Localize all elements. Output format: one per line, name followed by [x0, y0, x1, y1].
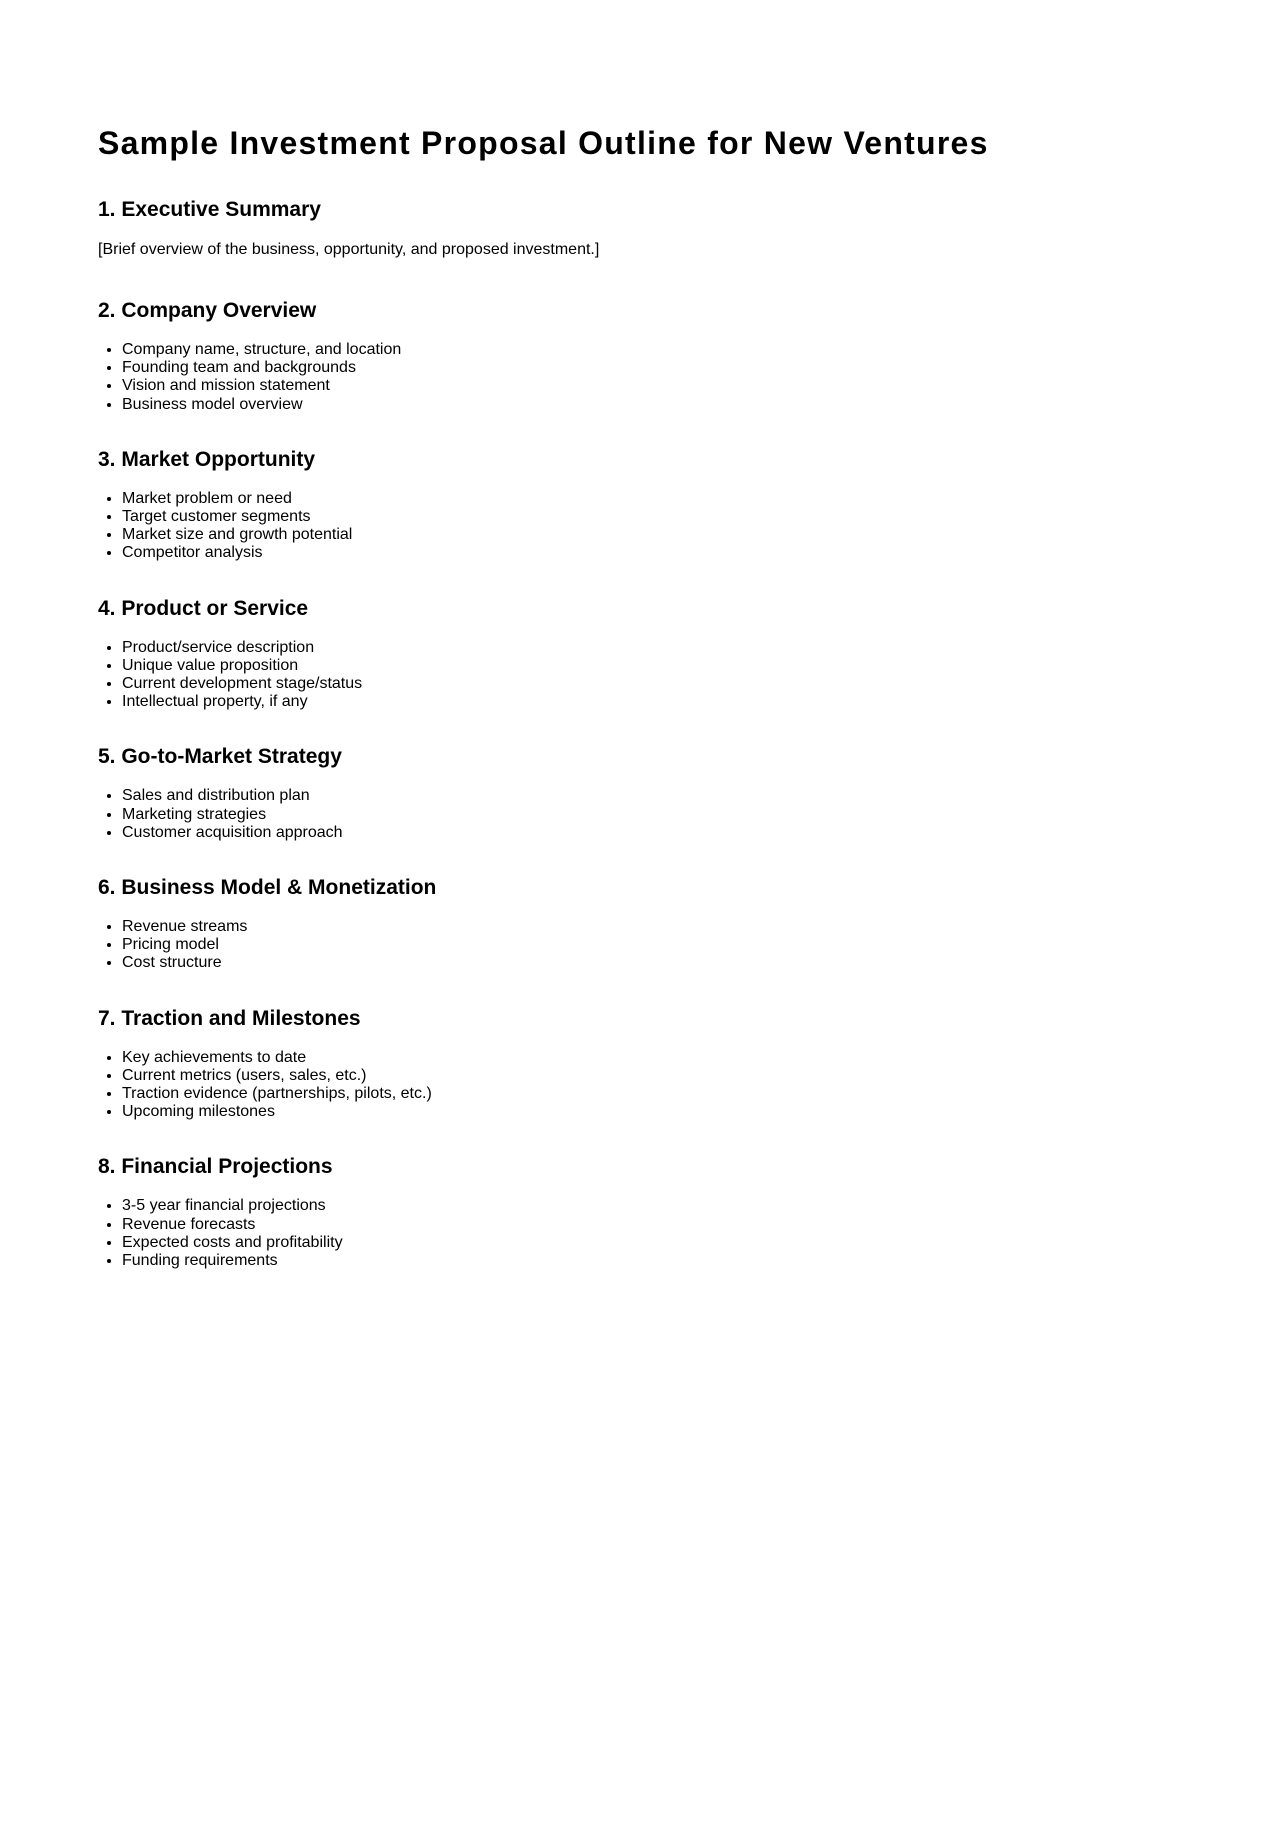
section-market-opportunity	[98, 448, 1263, 563]
list-item: • Cost structure	[122, 954, 1263, 972]
list-item: • Market problem or need	[122, 490, 1263, 508]
list-item: • Founding team and backgrounds	[122, 359, 1263, 377]
section-go-to-market-strategy	[98, 745, 1263, 842]
section-heading: 4. Product or Service	[98, 596, 309, 620]
bullet-list	[98, 918, 1263, 973]
list-item: • Customer acquisition approach	[122, 824, 1263, 842]
section-heading: 6. Business Model & Monetization	[98, 876, 437, 900]
section-heading: 7. Traction and Milestones	[98, 1006, 361, 1030]
bullet-list	[98, 490, 1263, 563]
list-item: • Business model overview	[122, 396, 1263, 414]
list-item: • Sales and distribution plan	[122, 787, 1263, 805]
list-item: • Vision and mission statement	[122, 377, 1263, 395]
list-item: • Unique value proposition	[122, 657, 1263, 675]
list-item: • Pricing model	[122, 936, 1263, 954]
list-item: • Traction evidence (partnerships, pilots, etc.)	[122, 1085, 1263, 1103]
bullet-list	[98, 1049, 1263, 1122]
bullet-list	[98, 341, 1263, 414]
section-product-or-service	[98, 597, 1263, 712]
list-item: • Current development stage/status	[122, 675, 1263, 693]
list-item: • Funding requirements	[122, 1252, 1263, 1270]
section-heading: 3. Market Opportunity	[98, 447, 316, 471]
section-traction-and-milestones	[98, 1007, 1263, 1122]
list-item: • Current metrics (users, sales, etc.)	[122, 1067, 1263, 1085]
section-heading: 2. Company Overview	[98, 299, 317, 322]
list-item: • Expected costs and profitability	[122, 1234, 1263, 1252]
document-title: Sample Investment Proposal Outline for New Ventures	[98, 125, 989, 161]
list-item: • 3-5 year financial projections	[122, 1197, 1263, 1215]
section-paragraph: [Brief overview of the business, opportunity, and proposed investment.]	[98, 241, 600, 258]
section-business-model	[98, 876, 1263, 973]
section-company-overview	[98, 299, 1263, 414]
list-item: • Marketing strategies	[122, 806, 1263, 824]
section-heading: 8. Financial Projections	[98, 1155, 333, 1179]
list-item: • Company name, structure, and location	[122, 341, 1263, 359]
list-item: • Revenue streams	[122, 918, 1263, 936]
bullet-list	[98, 787, 1263, 842]
list-item: • Market size and growth potential	[122, 526, 1263, 544]
list-item: • Revenue forecasts	[122, 1216, 1263, 1234]
bullet-list	[98, 1197, 1263, 1270]
list-item: • Key achievements to date	[122, 1049, 1263, 1067]
list-item: • Intellectual property, if any	[122, 693, 1263, 711]
section-financial-projections	[98, 1155, 1263, 1270]
list-item: • Product/service description	[122, 639, 1263, 657]
section-executive-summary	[98, 198, 1263, 259]
section-heading: 5. Go-to-Market Strategy	[98, 745, 342, 769]
list-item: • Target customer segments	[122, 508, 1263, 526]
bullet-list	[98, 639, 1263, 712]
list-item: • Competitor analysis	[122, 544, 1263, 562]
list-item: • Upcoming milestones	[122, 1103, 1263, 1121]
section-heading: 1. Executive Summary	[98, 198, 321, 221]
